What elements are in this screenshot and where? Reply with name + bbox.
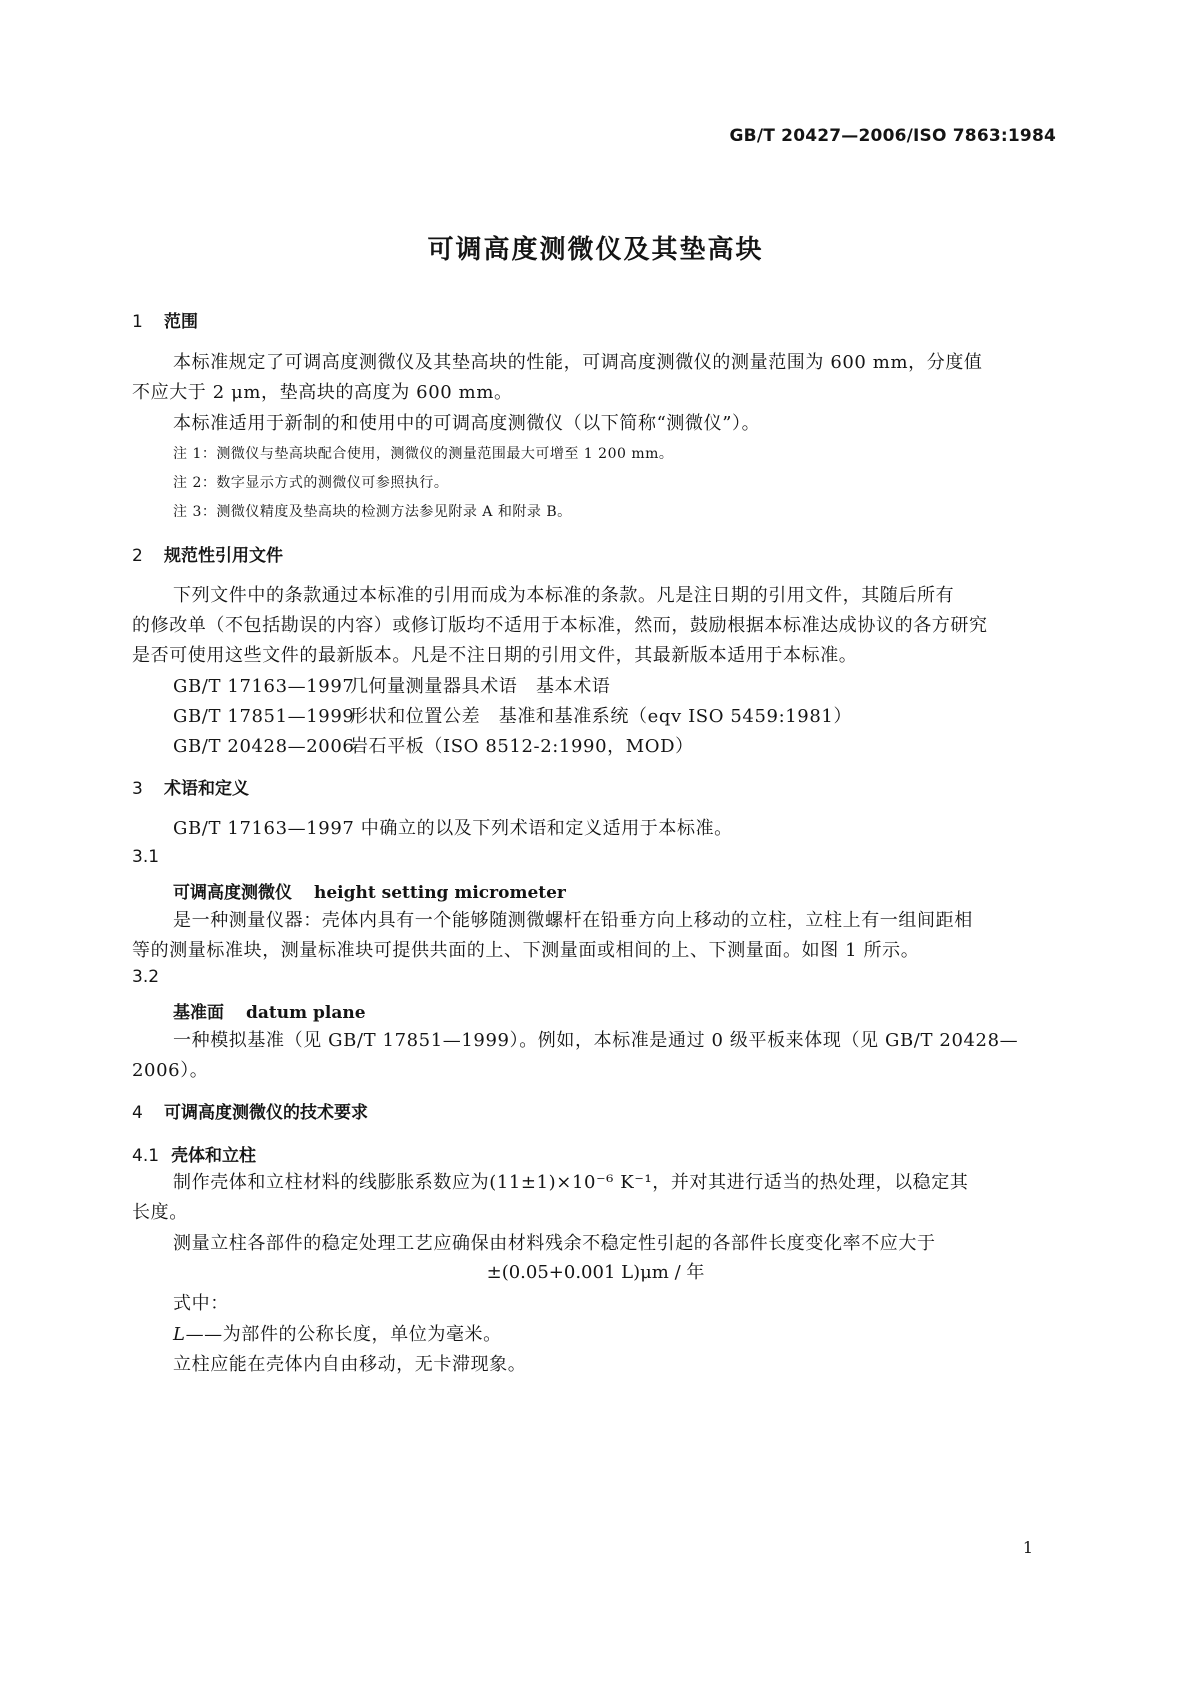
paragraph-line: 立柱应能在壳体内自由移动，无卡滞现象。 [173,1354,527,1375]
paragraph-line: 一种模拟基准（见 GB/T 17851—1999）。例如，本标准是通过 0 级平板来体现（见 GB/T 20428— [173,1030,1019,1051]
reference-title: 几何量测量器具术语 基本术语 [350,676,611,697]
paragraph-line: 的修改单（不包括勘误的内容）或修订版均不适用于本标准，然而，鼓励根据本标准达成协议的各方研究 [132,615,988,636]
subsection-title: 壳体和立柱 [171,1146,257,1166]
term-en: datum plane [246,1003,366,1023]
formula-where: 式中： [173,1293,229,1314]
note-2: 注 2：数字显示方式的测微仪可参照执行。 [173,475,449,491]
paragraph-line: 本标准规定了可调高度测微仪及其垫高块的性能，可调高度测微仪的测量范围为 600 mm，分度值 [173,352,983,373]
section-1-heading [132,307,198,332]
reference-code: GB/T 17163—1997 [173,676,355,697]
subsection-number: 4.1 [132,1146,160,1166]
term-en: height setting micrometer [314,883,566,903]
symbol-description: ——为部件的公称长度，单位为毫米。 [185,1324,502,1345]
paragraph-line: 2006）。 [132,1060,209,1081]
term-heading [173,998,366,1023]
section-number: 3 [132,779,143,799]
formula: ±(0.05+0.001 L)μm / 年 [486,1262,705,1283]
section-number: 2 [132,546,143,566]
section-4-heading [132,1098,368,1123]
paragraph-line: 制作壳体和立柱材料的线膨胀系数应为(11±1)×10⁻⁶ K⁻¹，并对其进行适当的热处理，以稳定其 [173,1172,969,1193]
document-title: 可调高度测微仪及其垫高块 [427,235,764,265]
reference-title: 形状和位置公差 基准和基准系统（eqv ISO 5459:1981） [350,706,853,727]
reference-title: 岩石平板（ISO 8512-2:1990，MOD） [350,736,694,757]
formula-symbol: L [173,1324,186,1345]
paragraph-line: 等的测量标准块，测量标准块可提供共面的上、下测量面或相间的上、下测量面。如图 1 所示。 [132,940,920,961]
reference-item [173,672,610,698]
subsection-4-1-heading [132,1141,256,1166]
note-3: 注 3：测微仪精度及垫高块的检测方法参见附录 A 和附录 B。 [173,504,572,520]
reference-item [173,702,852,728]
paragraph-line: 是一种测量仪器：壳体内具有一个能够随测微螺杆在铅垂方向上移动的立柱，立柱上有一组间距相 [173,910,973,931]
section-number: 1 [132,312,143,332]
paragraph-line: 是否可使用这些文件的最新版本。凡是不注日期的引用文件，其最新版本适用于本标准。 [132,645,858,666]
reference-item [173,732,694,758]
section-title: 可调高度测微仪的技术要求 [164,1103,368,1123]
reference-code: GB/T 20428—2006 [173,736,355,757]
standard-number: GB/T 20427—2006/ISO 7863:1984 [729,126,1056,146]
paragraph-line: GB/T 17163—1997 中确立的以及下列术语和定义适用于本标准。 [173,818,733,839]
paragraph-line: 测量立柱各部件的稳定处理工艺应确保由材料残余不稳定性引起的各部件长度变化率不应大于 [173,1233,936,1254]
term-number: 3.2 [132,967,160,987]
term-heading [173,878,566,903]
term-number: 3.1 [132,847,160,867]
term-zh: 基准面 [173,1003,224,1023]
section-title: 规范性引用文件 [164,546,283,566]
paragraph-line: 长度。 [132,1202,188,1223]
section-title: 术语和定义 [164,779,249,799]
page-number: 1 [1022,1538,1033,1557]
paragraph-line: 下列文件中的条款通过本标准的引用而成为本标准的条款。凡是注日期的引用文件，其随后所有 [173,585,955,606]
note-1: 注 1：测微仪与垫高块配合使用，测微仪的测量范围最大可增至 1 200 mm。 [173,446,674,462]
paragraph-line: 本标准适用于新制的和使用中的可调高度测微仪（以下简称“测微仪”）。 [173,413,761,434]
symbol-definition [173,1320,502,1346]
term-zh: 可调高度测微仪 [173,883,292,903]
section-2-heading [132,541,283,566]
section-number: 4 [132,1103,143,1123]
section-3-heading [132,774,249,799]
paragraph-line: 不应大于 2 μm，垫高块的高度为 600 mm。 [132,382,513,403]
reference-code: GB/T 17851—1999 [173,706,355,727]
section-title: 范围 [164,312,198,332]
